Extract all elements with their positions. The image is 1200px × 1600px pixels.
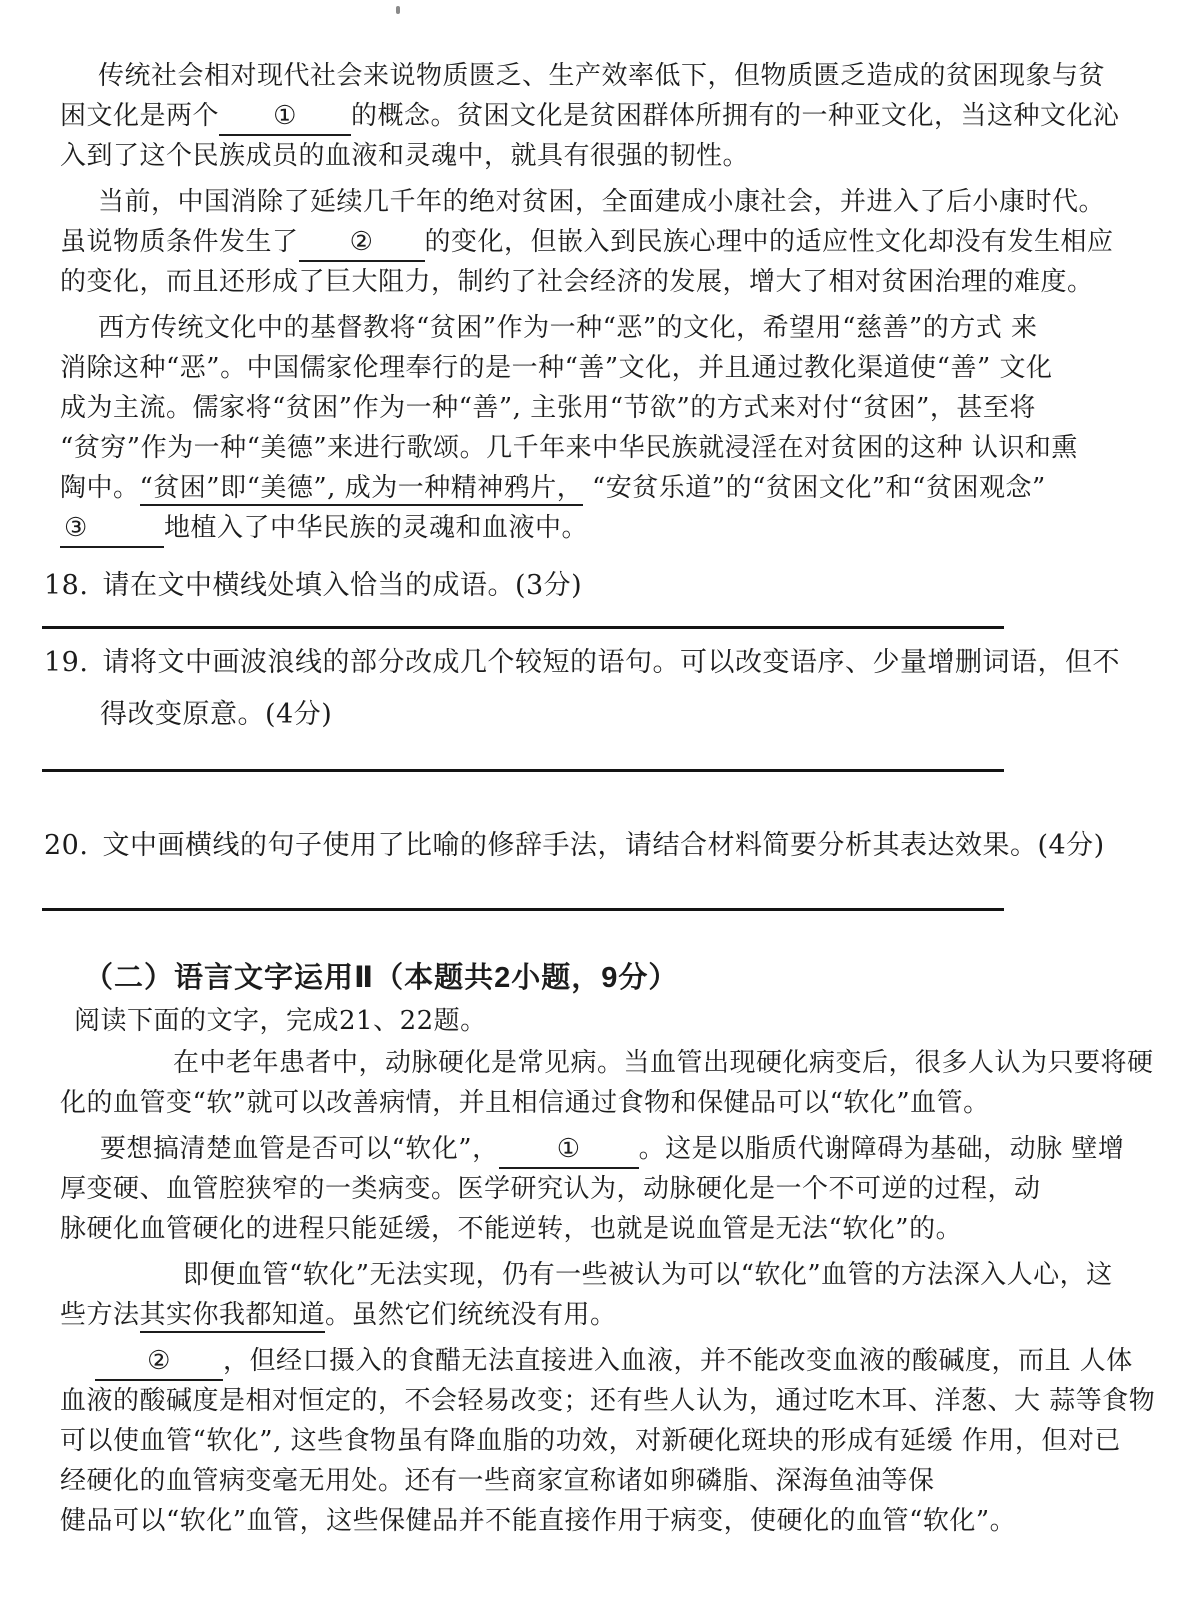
text-segment: 消除这种“恶”。中国儒家伦理奉行的是一种“善”文化，并且通过教化渠道使“善” 文化	[60, 353, 1053, 383]
question-text: 请在文中横线处填入恰当的成语。(3分)	[102, 570, 583, 601]
text-segment: 入到了这个民族成员的血液和灵魂中，就具有很强的韧性。	[60, 141, 750, 171]
underlined-text: “贫困”即“美德”, 成为一种精神鸦片，	[140, 473, 584, 506]
text-segment: 的变化，但嵌入到民族心理中的适应性文化却没有发生相应	[424, 227, 1114, 257]
text-segment: 脉硬化血管硬化的进程只能延缓，不能逆转，也就是说血管是无法“软化”的。	[60, 1214, 963, 1244]
fill-in-blank: ②	[299, 224, 425, 262]
passage-line	[60, 508, 1162, 548]
passage-line	[60, 1421, 1162, 1461]
question-text: 请将文中画波浪线的部分改成几个较短的语句。可以改变语序、少量增删词语，但不	[102, 647, 1120, 678]
fill-in-blank: ①	[499, 1131, 639, 1169]
passage-line	[60, 1461, 1162, 1501]
text-segment: 成为主流。儒家将“贫困”作为一种“善”, 主张用“节欲”的方式来对付“贫困”，甚至将	[60, 393, 1036, 423]
text-segment: 西方传统文化中的基督教将“贫困”作为一种“恶”的文化，希望用“慈善”的方式 来	[98, 313, 1038, 343]
section-intro: 阅读下面的文字，完成21、22题。	[74, 1006, 487, 1036]
text-segment: 困文化是两个	[60, 101, 220, 131]
passage-line	[60, 428, 1162, 468]
text-segment: 的概念。贫困文化是贫困群体所拥有的一种亚文化，当这种文化沁	[351, 101, 1120, 131]
question-20	[44, 826, 1162, 866]
underlined-text: 其实你我都知道	[140, 1300, 326, 1333]
passage-line	[60, 468, 1162, 508]
reading-passage-2	[40, 1043, 1162, 1541]
text-segment: 陶中。	[60, 473, 140, 503]
question-text: 得改变原意。(4分)	[100, 699, 333, 730]
text-segment: 经硬化的血管病变毫无用处。还有一些商家宣称诸如卵磷脂、深海鱼油等保	[60, 1466, 935, 1496]
passage-line	[60, 1501, 1162, 1541]
paragraph	[60, 56, 1162, 176]
fill-in-blank: ③	[60, 510, 164, 548]
paragraph	[60, 308, 1162, 548]
text-segment: “贫穷”作为一种“美德”来进行歌颂。几千年来中华民族就浸淫在对贫困的这种 认识和熏	[60, 433, 1078, 463]
text-segment: 要想搞清楚血管是否可以“软化”，	[100, 1134, 499, 1164]
question-line	[44, 826, 1162, 866]
text-segment: 地植入了中华民族的灵魂和血液中。	[164, 513, 589, 543]
paragraph	[60, 182, 1162, 302]
passage-line	[60, 1129, 1162, 1169]
text-segment: 的变化，而且还形成了巨大阻力，制约了社会经济的发展，增大了相对贫困治理的难度。	[60, 267, 1094, 297]
question-number: 18.	[44, 570, 89, 601]
text-segment: 化的血管变“软”就可以改善病情，并且相信通过食物和保健品可以“软化”血管。	[60, 1088, 990, 1118]
paragraph	[60, 1341, 1162, 1541]
passage-line	[60, 1255, 1162, 1295]
passage-line	[60, 1341, 1162, 1381]
passage-line	[60, 1083, 1162, 1123]
answer-line	[42, 626, 1004, 629]
question-number: 20.	[44, 830, 89, 861]
answer-line	[42, 908, 1004, 911]
text-segment: 当前，中国消除了延续几千年的绝对贫困，全面建成小康社会，并进入了后小康时代。	[98, 187, 1106, 217]
question-18	[44, 566, 1162, 606]
text-segment: 厚变硬、血管腔狭窄的一类病变。医学研究认为，动脉硬化是一个不可逆的过程，动	[60, 1174, 1041, 1204]
passage-line	[60, 1295, 1162, 1335]
passage-line	[60, 1169, 1162, 1209]
text-segment: 血液的酸碱度是相对恒定的，不会轻易改变；还有些人认为，通过吃木耳、洋葱、大 蒜等食物	[60, 1386, 1156, 1416]
reading-passage-1	[40, 56, 1162, 548]
scan-artifact-dot	[396, 6, 400, 14]
question-text: 文中画横线的句子使用了比喻的修辞手法，请结合材料简要分析其表达效果。(4分)	[102, 830, 1105, 861]
answer-line	[42, 769, 1004, 772]
passage-line	[60, 388, 1162, 428]
fill-in-blank: ②	[95, 1343, 223, 1381]
text-segment: 。虽然它们统统没有用。	[325, 1300, 617, 1330]
text-segment: 些方法	[60, 1300, 140, 1330]
passage-line	[60, 1381, 1162, 1421]
passage-line	[60, 1209, 1162, 1249]
text-segment: 可以使血管“软化”, 这些食物虽有降血脂的功效，对新硬化斑块的形成有延缓 作用，但对已	[60, 1426, 1121, 1456]
paragraph	[60, 1255, 1162, 1335]
text-segment: “安贫乐道”的“贫困文化”和“贫困观念”	[583, 473, 1046, 503]
passage-line	[60, 262, 1162, 302]
passage-line	[60, 348, 1162, 388]
question-line	[44, 695, 1162, 735]
question-line	[44, 643, 1162, 683]
section-2	[40, 957, 1162, 1541]
text-segment: 。这是以脂质代谢障碍为基础，动脉 壁增	[638, 1134, 1125, 1164]
paragraph	[60, 1129, 1162, 1249]
questions-block	[40, 566, 1162, 911]
passage-line	[60, 308, 1162, 348]
passage-line	[60, 222, 1162, 262]
question-line	[44, 566, 1162, 606]
question-number: 19.	[44, 647, 89, 678]
section-heading: （二）语言文字运用Ⅱ（本题共2小题，9分）	[84, 962, 679, 994]
paragraph	[60, 1043, 1162, 1123]
question-19	[44, 643, 1162, 735]
text-segment: 即便血管“软化”无法实现，仍有一些被认为可以“软化”血管的方法深入人心，这	[183, 1260, 1113, 1290]
passage-line	[60, 182, 1162, 222]
text-segment: ，但经口摄入的食醋无法直接进入血液，并不能改变血液的酸碱度，而且 人体	[223, 1346, 1133, 1376]
text-segment: 健品可以“软化”血管，这些保健品并不能直接作用于病变，使硬化的血管“软化”。	[60, 1506, 1017, 1536]
fill-in-blank: ①	[219, 98, 351, 136]
passage-line	[60, 96, 1162, 136]
text-segment: 虽说物质条件发生了	[60, 227, 299, 257]
passage-line	[60, 136, 1162, 176]
text-segment: 传统社会相对现代社会来说物质匮乏、生产效率低下，但物质匮乏造成的贫困现象与贫	[98, 61, 1106, 91]
passage-line	[60, 1043, 1162, 1083]
text-segment: 在中老年患者中，动脉硬化是常见病。当血管出现硬化病变后，很多人认为只要将硬	[173, 1048, 1154, 1078]
passage-line	[60, 56, 1162, 96]
